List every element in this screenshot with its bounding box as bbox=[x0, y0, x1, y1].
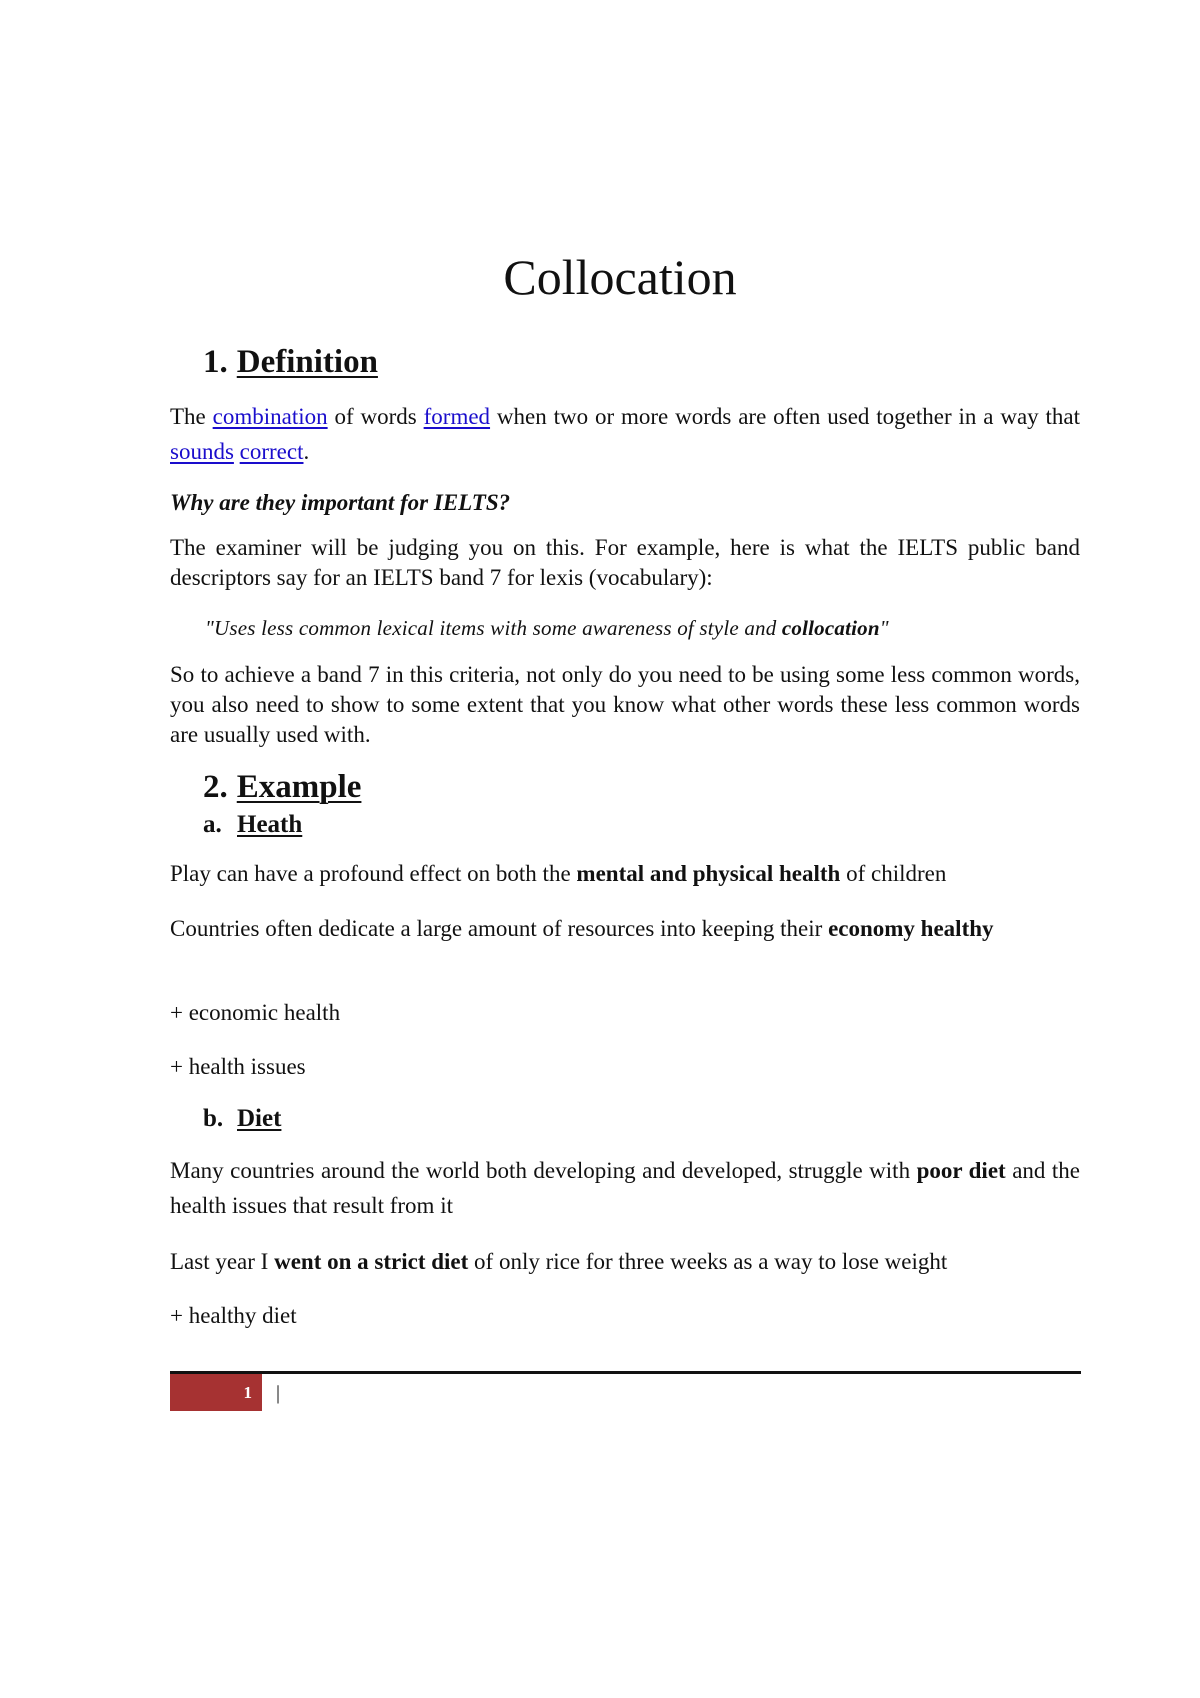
subsection-a-title: Heath bbox=[237, 811, 303, 838]
definition-text: of words bbox=[334, 404, 417, 429]
examiner-paragraph: The examiner will be judging you on this. For example, here is what the IELTS public band descriptors say for an IELTS band 7 for lexis (vocabulary): bbox=[170, 535, 1080, 590]
health-sentence-1 bbox=[170, 859, 1080, 889]
link-correct[interactable]: correct bbox=[239, 439, 304, 464]
sentence-text: of only rice for three weeks as a way to lose weight bbox=[468, 1249, 948, 1274]
subsection-a-letter: a. bbox=[203, 811, 222, 838]
health-sentence-2 bbox=[170, 911, 1080, 946]
sentence-text: Last year I bbox=[170, 1249, 275, 1274]
subsection-a-heading bbox=[203, 812, 302, 837]
collocation-bold: went on a strict diet bbox=[274, 1249, 469, 1274]
section-2-number: 2. bbox=[203, 769, 228, 805]
definition-paragraph bbox=[170, 399, 1080, 469]
diet-item-1: + healthy diet bbox=[170, 1303, 297, 1328]
subsection-b-letter: b. bbox=[203, 1105, 224, 1132]
definition-text: . bbox=[303, 439, 310, 464]
quote-end: " bbox=[879, 616, 889, 640]
footer-separator: | bbox=[276, 1382, 281, 1404]
link-combination[interactable]: combination bbox=[212, 404, 328, 429]
collocation-bold: economy healthy bbox=[828, 916, 994, 941]
sentence-text: of children bbox=[840, 861, 947, 886]
definition-text: when two or more words are often used together in a way that bbox=[496, 404, 1081, 429]
diet-sentence-1 bbox=[170, 1153, 1080, 1223]
link-formed[interactable]: formed bbox=[423, 404, 491, 429]
section-2-title: Example bbox=[236, 769, 362, 805]
sentence-text: and the health issues that result from it bbox=[170, 1158, 1080, 1218]
subsection-b-heading bbox=[203, 1106, 281, 1131]
sentence-text: Countries often dedicate a large amount of resources into keeping their bbox=[170, 916, 829, 941]
page-number: 1 bbox=[243, 1383, 252, 1402]
health-item-2: + health issues bbox=[170, 1054, 306, 1079]
band7-paragraph: So to achieve a band 7 in this criteria, not only do you need to be using some less common words, you also need to show to some extent that you know what other words these less common words are usually used with. bbox=[170, 662, 1080, 747]
quote-bold: collocation bbox=[781, 616, 880, 640]
quote-text: "Uses less common lexical items with some awareness of style and bbox=[205, 616, 782, 640]
band-descriptor-quote bbox=[205, 613, 889, 643]
link-sounds[interactable]: sounds bbox=[170, 439, 234, 464]
health-item-1: + economic health bbox=[170, 1000, 341, 1025]
subsection-b-title: Diet bbox=[237, 1105, 282, 1132]
section-1-title: Definition bbox=[236, 344, 378, 380]
sentence-text: Many countries around the world both developing and developed, struggle with bbox=[170, 1158, 917, 1183]
section-2-heading bbox=[203, 771, 361, 804]
page-number-box bbox=[170, 1374, 262, 1411]
footer-rule bbox=[170, 1371, 1081, 1374]
collocation-bold: poor diet bbox=[916, 1158, 1006, 1183]
section-1-heading bbox=[203, 346, 378, 379]
diet-sentence-2 bbox=[170, 1247, 1080, 1277]
document-title: Collocation bbox=[503, 249, 737, 305]
collocation-bold: mental and physical health bbox=[576, 861, 841, 886]
section-1-number: 1. bbox=[203, 344, 228, 380]
sentence-text: Play can have a profound effect on both the bbox=[170, 861, 577, 886]
importance-question: Why are they important for IELTS? bbox=[170, 490, 511, 515]
definition-text: The bbox=[170, 404, 206, 429]
